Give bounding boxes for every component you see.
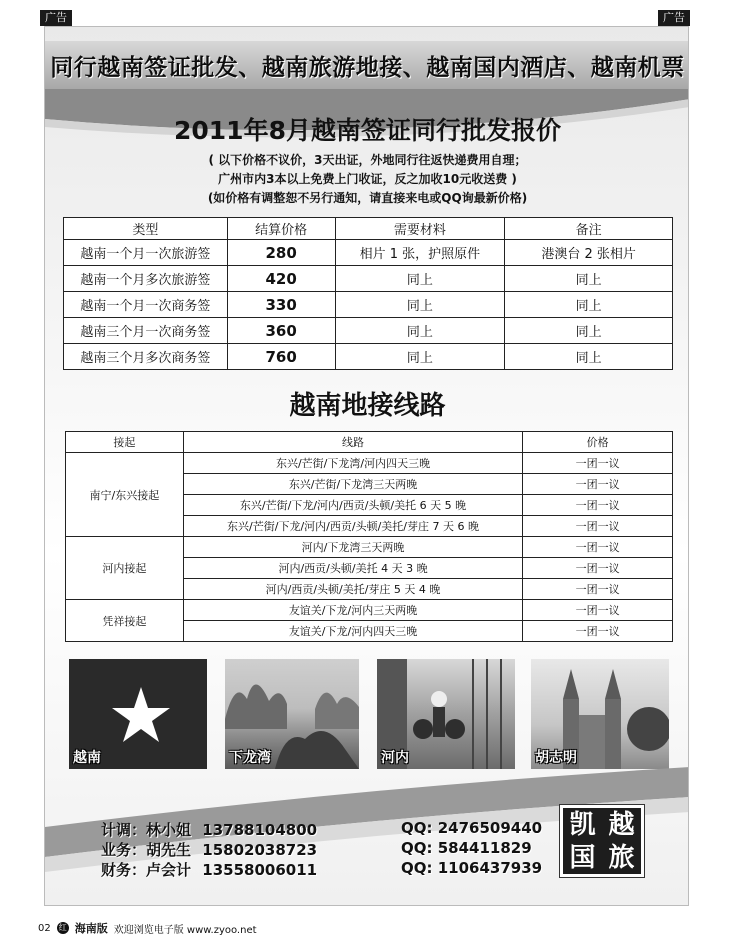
- table-header-row: [66, 432, 673, 453]
- column-header: 类型: [64, 218, 228, 240]
- qq-number: 1106437939: [437, 859, 543, 877]
- table-row: [64, 344, 673, 370]
- route-price: 一团一议: [523, 474, 673, 495]
- visa-note: 同上: [505, 292, 673, 318]
- visa-price: 360: [227, 318, 335, 344]
- visa-type: 越南三个月多次商务签: [64, 344, 228, 370]
- contact-name: 胡先生: [146, 841, 192, 859]
- contact-role: 业务：: [101, 841, 147, 859]
- photo-label: 下龙湾: [229, 750, 271, 766]
- visa-price: 280: [227, 240, 335, 266]
- table-row: [64, 292, 673, 318]
- visa-type: 越南三个月一次商务签: [64, 318, 228, 344]
- visa-note: 同上: [505, 344, 673, 370]
- contact-phone: 15802038723: [202, 841, 318, 859]
- route-name: 河内/西贡/头顿/美托 4 天 3 晚: [183, 558, 522, 579]
- footer-text: 欢迎浏览电子版 www.zyoo.net: [113, 924, 257, 936]
- contact-row: [101, 819, 317, 840]
- table-row: [66, 537, 673, 558]
- table-row: [66, 453, 673, 474]
- route-name: 友谊关/下龙/河内四天三晚: [183, 621, 522, 642]
- visa-type: 越南一个月一次旅游签: [64, 240, 228, 266]
- route-name: 友谊关/下龙/河内三天两晚: [183, 600, 522, 621]
- section-title: 越南地接线路: [289, 391, 446, 421]
- ad-label-right: 广告: [658, 10, 690, 26]
- qq-number: 584411829: [437, 839, 532, 857]
- qq-label: QQ:: [401, 859, 433, 877]
- photo-label: 越南: [73, 750, 101, 766]
- edition-name: 海南版: [74, 922, 108, 935]
- route-origin: 凭祥接起: [66, 600, 184, 642]
- column-header: 需要材料: [335, 218, 505, 240]
- route-name: 河内/西贡/头顿/美托/芽庄 5 天 4 晚: [183, 579, 522, 600]
- contact-phone: 13558006011: [202, 861, 318, 879]
- company-logo: [560, 805, 644, 877]
- route-price: 一团一议: [523, 600, 673, 621]
- visa-material: 同上: [335, 318, 505, 344]
- visa-material: 同上: [335, 344, 505, 370]
- photo-hanoi: [377, 659, 515, 769]
- tour-route-table: [65, 431, 673, 642]
- photo-label: 河内: [381, 750, 409, 766]
- visa-type: 越南一个月一次商务签: [64, 292, 228, 318]
- route-price: 一团一议: [523, 558, 673, 579]
- visa-price: 420: [227, 266, 335, 292]
- route-price: 一团一议: [523, 537, 673, 558]
- visa-material: 相片 1 张，护照原件: [335, 240, 505, 266]
- page-number: 02: [38, 922, 51, 934]
- table-row: [64, 266, 673, 292]
- column-header: 线路: [183, 432, 522, 453]
- route-origin: 南宁/东兴接起: [66, 453, 184, 537]
- edition-badge-icon: 红: [58, 923, 67, 932]
- visa-price: 330: [227, 292, 335, 318]
- page-title: 2011年8月越南签证同行批发报价: [174, 116, 561, 145]
- visa-note: 港澳台 2 张相片: [505, 240, 673, 266]
- table-row: [66, 600, 673, 621]
- route-price: 一团一议: [523, 516, 673, 537]
- column-header: 接起: [66, 432, 184, 453]
- logo-char: 国: [569, 842, 596, 873]
- route-price: 一团一议: [523, 495, 673, 516]
- contact-name: 林小姐: [146, 821, 192, 839]
- visa-material: 同上: [335, 266, 505, 292]
- photo-label: 胡志明: [535, 750, 577, 766]
- visa-type: 越南一个月多次旅游签: [64, 266, 228, 292]
- qq-label: QQ:: [401, 819, 433, 837]
- qq-number: 2476509440: [437, 819, 543, 837]
- route-price: 一团一议: [523, 621, 673, 642]
- qq-label: QQ:: [401, 839, 433, 857]
- advertisement-page: [44, 26, 689, 906]
- qq-row: [401, 839, 532, 857]
- photo-halong-bay: [225, 659, 359, 769]
- route-name: 东兴/芒街/下龙/河内/西贡/头顿/美托/芽庄 7 天 6 晚: [183, 516, 522, 537]
- contact-role: 财务：: [101, 861, 147, 879]
- qq-row: [401, 859, 542, 877]
- photo-strip: [65, 659, 675, 771]
- visa-price: 760: [227, 344, 335, 370]
- table-header-row: [64, 218, 673, 240]
- route-origin: 河内接起: [66, 537, 184, 600]
- note-line: (如价格有调整恕不另行通知，请直接来电或QQ询最新价格): [207, 191, 528, 205]
- visa-material: 同上: [335, 292, 505, 318]
- note-line: 广州市内3本以上免费上门收证，反之加收10元收送费 ): [218, 172, 517, 186]
- visa-note: 同上: [505, 318, 673, 344]
- banner-text: 同行越南签证批发、越南旅游地接、越南国内酒店、越南机票: [50, 54, 685, 81]
- qq-row: [401, 819, 542, 837]
- ad-label-left: 广告: [40, 10, 72, 26]
- route-name: 东兴/芒街/下龙/河内/西贡/头顿/美托 6 天 5 晚: [183, 495, 522, 516]
- route-name: 东兴/芒街/下龙湾/河内四天三晚: [183, 453, 522, 474]
- logo-char: 越: [608, 809, 635, 840]
- table-row: [64, 240, 673, 266]
- visa-price-table: [63, 217, 673, 370]
- logo-char: 凯: [569, 809, 596, 840]
- column-header: 价格: [523, 432, 673, 453]
- table-row: [64, 318, 673, 344]
- route-price: 一团一议: [523, 453, 673, 474]
- contact-row: [101, 859, 317, 880]
- top-banner: [45, 41, 689, 89]
- note-line: ( 以下价格不议价，3天出证，外地同行往返快递费用自理；: [208, 153, 527, 167]
- logo-char: 旅: [608, 842, 635, 873]
- route-name: 东兴/芒街/下龙湾三天两晚: [183, 474, 522, 495]
- photo-vietnam-flag: [69, 659, 207, 769]
- page-footer: [38, 920, 257, 936]
- visa-note: 同上: [505, 266, 673, 292]
- route-name: 河内/下龙湾三天两晚: [183, 537, 522, 558]
- contact-row: [101, 839, 317, 860]
- price-notes: [45, 151, 689, 208]
- column-header: 备注: [505, 218, 673, 240]
- contact-name: 卢会计: [146, 861, 192, 879]
- photo-ho-chi-minh: [531, 659, 669, 769]
- contact-role: 计调：: [101, 821, 147, 839]
- contact-phone: 13788104800: [202, 821, 318, 839]
- route-price: 一团一议: [523, 579, 673, 600]
- column-header: 结算价格: [227, 218, 335, 240]
